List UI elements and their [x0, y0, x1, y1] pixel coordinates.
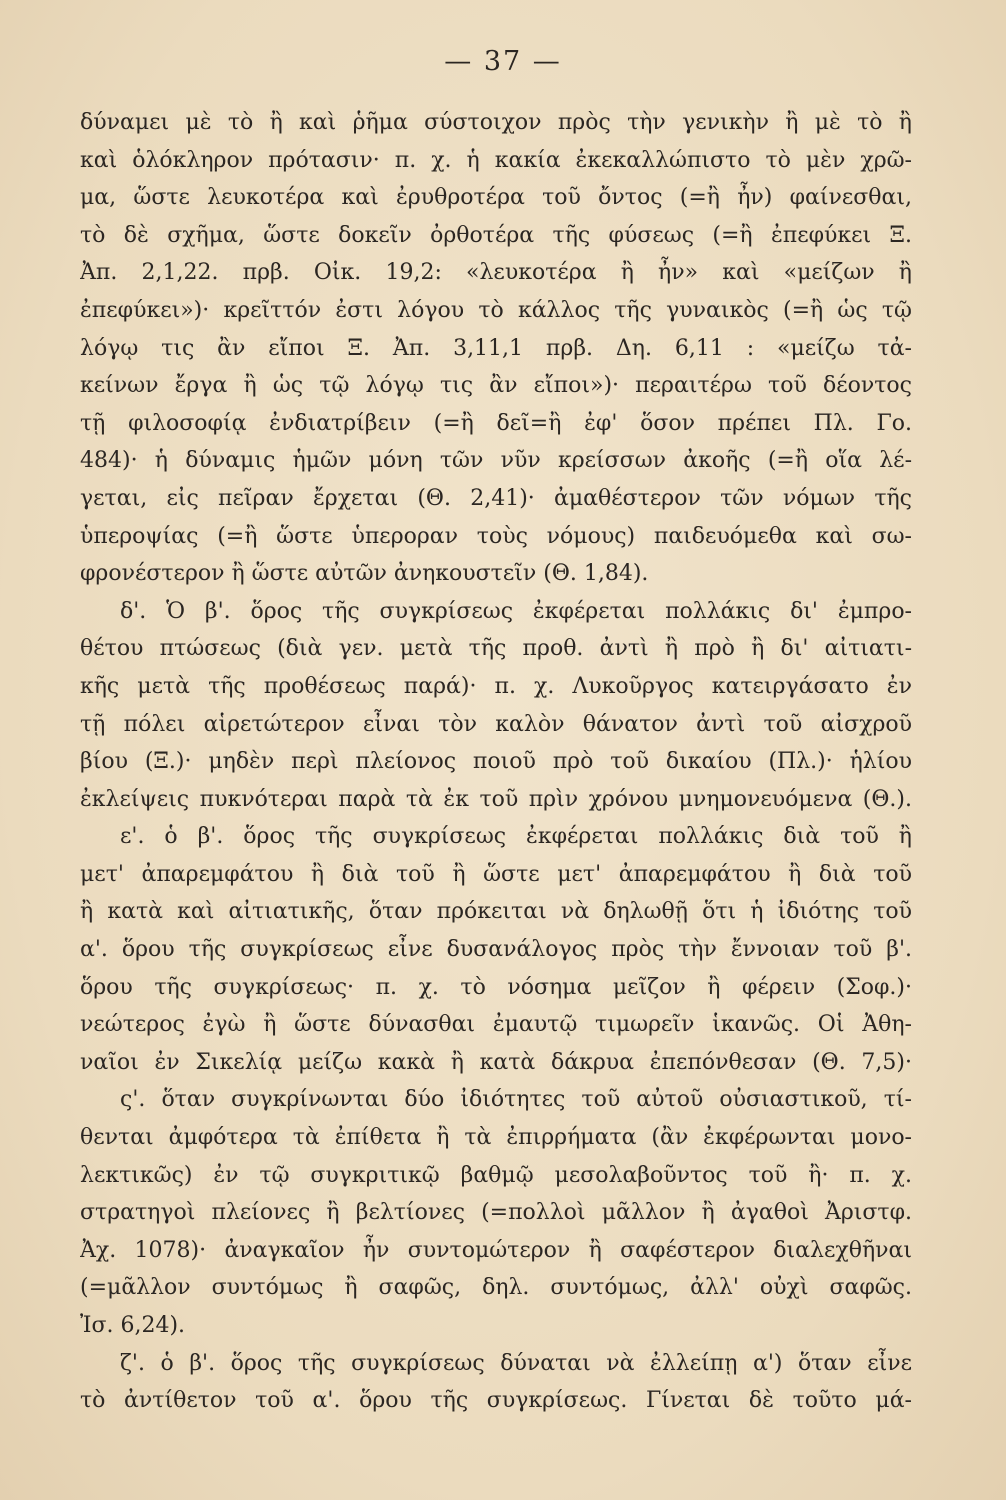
- text-line: μα, ὥστε λευκοτέρα καὶ ἐρυθροτέρα τοῦ ὄντος (=ἢ ἦν) φαίνεσθαι,: [80, 185, 912, 211]
- text-line: θενται ἀμφότερα τὰ ἐπίθετα ἢ τὰ ἐπιρρήματα (ἂν ἐκφέρωνται μονο-: [80, 1125, 912, 1151]
- text-line: γεται, εἰς πεῖραν ἔρχεται (Θ. 2,41)· ἀμαθέστερον τῶν νόμων τῆς: [80, 485, 912, 511]
- text-line: τῇ φιλοσοφίᾳ ἐνδιατρίβειν (=ἢ δεῖ=ἢ ἐφ' ὅσον πρέπει Πλ. Γο.: [80, 410, 912, 436]
- text-line: (=μᾶλλον συντόμως ἢ σαφῶς, δηλ. συντόμως, ἀλλ' οὐχὶ σαφῶς.: [80, 1275, 912, 1301]
- text-line: Ἀπ. 2,1,22. πρβ. Οἰκ. 19,2: «λευκοτέρα ἢ ἦν» καὶ «μείζων ἢ: [80, 260, 912, 286]
- text-line: Ἀχ. 1078)· ἀναγκαῖον ἦν συντομώτερον ἢ σαφέστερον διαλεχθῆναι: [80, 1237, 912, 1263]
- text-line: α'. ὅρου τῆς συγκρίσεως εἶνε δυσανάλογος πρὸς τὴν ἔννοιαν τοῦ β'.: [80, 937, 912, 963]
- text-line: ὑπεροψίας (=ἢ ὥστε ὑπεροραν τοὺς νόμους) παιδευόμεθα καὶ σω-: [80, 523, 912, 549]
- page-number: — 37 —: [444, 46, 562, 77]
- text-line: βίου (Ξ.)· μηδὲν περὶ πλείονος ποιοῦ πρὸ τοῦ δικαίου (Πλ.)· ἡλίου: [80, 749, 912, 775]
- text-line: λόγῳ τις ἂν εἴποι Ξ. Ἀπ. 3,11,1 πρβ. Δη. 6,11 : «μείζω τἀ-: [80, 335, 912, 361]
- text-line: τὸ ἀντίθετον τοῦ α'. ὅρου τῆς συγκρίσεως. Γίνεται δὲ τοῦτο μά-: [80, 1388, 912, 1414]
- text-line: ἢ κατὰ καὶ αἰτιατικῆς, ὅταν πρόκειται νὰ δηλωθῇ ὅτι ἡ ἰδιότης τοῦ: [80, 899, 912, 925]
- text-line: κείνων ἔργα ἢ ὡς τῷ λόγῳ τις ἂν εἴποι»)· περαιτέρω τοῦ δέοντος: [80, 373, 912, 399]
- text-line: ἐκλείψεις πυκνότεραι παρὰ τὰ ἐκ τοῦ πρὶν χρόνου μνημονευόμενα (Θ.).: [80, 786, 912, 812]
- text-line: τῇ πόλει αἱρετώτερον εἶναι τὸν καλὸν θάνατον ἀντὶ τοῦ αἰσχροῦ: [80, 711, 912, 737]
- text-line: θέτου πτώσεως (διὰ γεν. μετὰ τῆς προθ. ἀντὶ ἢ πρὸ ἢ δι' αἰτιατι-: [80, 636, 912, 662]
- text-line: δ'. Ὁ β'. ὅρος τῆς συγκρίσεως ἐκφέρεται πολλάκις δι' ἐμπρο-: [120, 598, 912, 624]
- text-line: κῆς μετὰ τῆς προθέσεως παρά)· π. χ. Λυκοῦργος κατειργάσατο ἐν: [80, 673, 912, 699]
- text-line: στρατηγοὶ πλείονες ἢ βελτίονες (=πολλοὶ μᾶλλον ἢ ἀγαθοὶ Ἀριστφ.: [80, 1200, 912, 1226]
- text-line: ὅρου τῆς συγκρίσεως· π. χ. τὸ νόσημα μεῖζον ἢ φέρειν (Σοφ.)·: [80, 974, 912, 1000]
- text-line: καὶ ὁλόκληρον πρότασιν· π. χ. ἡ κακία ἐκεκαλλώπιστο τὸ μὲν χρῶ-: [80, 147, 912, 173]
- text-line: ναῖοι ἐν Σικελίᾳ μείζω κακὰ ἢ κατὰ δάκρυα ἐπεπόνθεσαν (Θ. 7,5)·: [80, 1049, 912, 1075]
- text-line: φρονέστερον ἢ ὥστε αὐτῶν ἀνηκουστεῖν (Θ. 1,84).: [80, 561, 649, 587]
- text-line: λεκτικῶς) ἐν τῷ συγκριτικῷ βαθμῷ μεσολαβοῦντος τοῦ ἢ· π. χ.: [80, 1162, 912, 1188]
- text-line: 484)· ἡ δύναμις ἡμῶν μόνη τῶν νῦν κρείσσων ἀκοῆς (=ἢ οἵα λέ-: [80, 448, 912, 474]
- text-line: ζ'. ὁ β'. ὅρος τῆς συγκρίσεως δύναται νὰ ἐλλείπῃ α') ὅταν εἶνε: [120, 1350, 912, 1376]
- text-line: ἐπεφύκει»)· κρεῖττόν ἐστι λόγου τὸ κάλλος τῆς γυναικὸς (=ἢ ὡς τῷ: [80, 297, 912, 323]
- text-line: τὸ δὲ σχῆμα, ὥστε δοκεῖν ὀρθοτέρα τῆς φύσεως (=ἢ ἐπεφύκει Ξ.: [80, 222, 912, 248]
- text-line: ε'. ὁ β'. ὅρος τῆς συγκρίσεως ἐκφέρεται πολλάκις διὰ τοῦ ἢ: [120, 824, 912, 850]
- text-line: δύναμει μὲ τὸ ἢ καὶ ῥῆμα σύστοιχον πρὸς τὴν γενικὴν ἢ μὲ τὸ ἢ: [80, 110, 912, 135]
- text-line: ς'. ὅταν συγκρίνωνται δύο ἰδιότητες τοῦ αὐτοῦ οὐσιαστικοῦ, τί-: [120, 1087, 912, 1113]
- text-line: νεώτερος ἐγὼ ἢ ὥστε δύνασθαι ἐμαυτῷ τιμωρεῖν ἱκανῶς. Οἱ Ἀθη-: [80, 1012, 912, 1038]
- text-line: Ἰσ. 6,24).: [80, 1313, 186, 1338]
- text-line: μετ' ἀπαρεμφάτου ἢ διὰ τοῦ ἢ ὥστε μετ' ἀπαρεμφάτου ἢ διὰ τοῦ: [80, 861, 912, 887]
- body-text: [80, 104, 912, 1420]
